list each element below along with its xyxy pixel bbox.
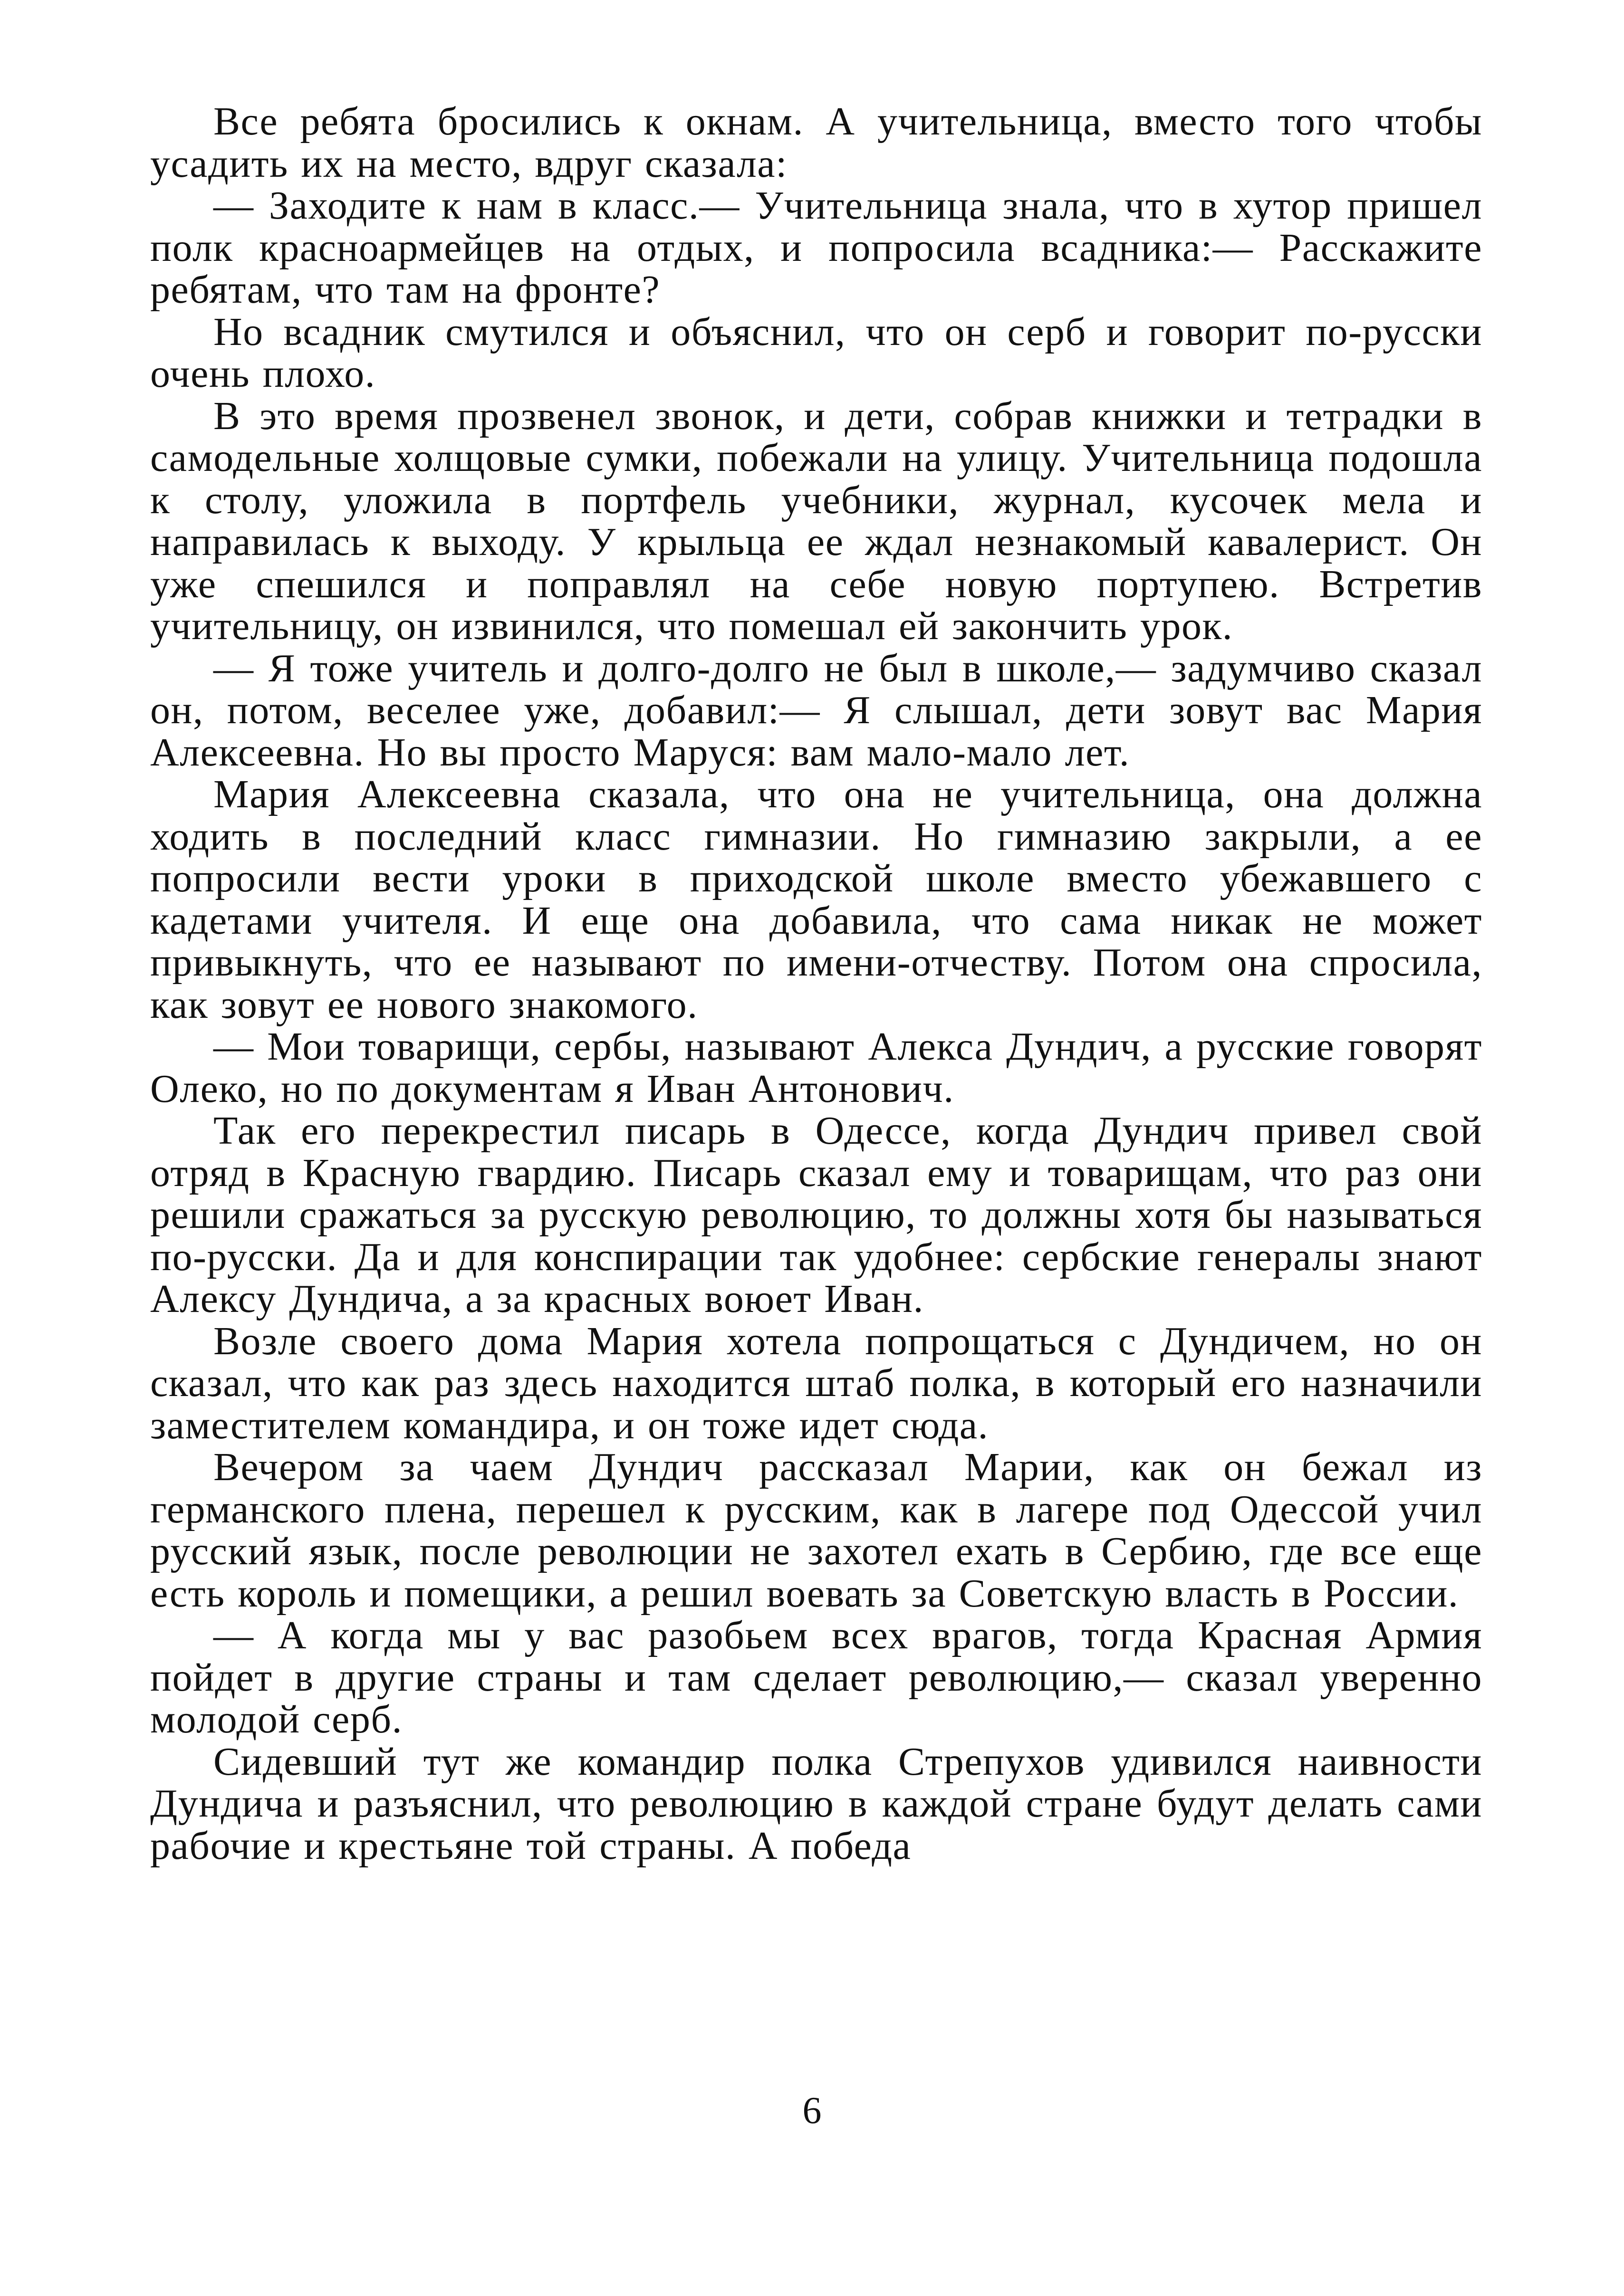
paragraph: — Мои товарищи, сербы, называют Алекса Дундич, а русские говорят Олеко, но по документам я Иван Антонович. (150, 1024, 1482, 1111)
page-number: 6 (802, 2090, 822, 2132)
paragraph: Вечером за чаем Дундич рассказал Марии, как он бежал из германского плена, перешел к русским, как в лагере под Одессой учил русский язык, после революции не захотел ехать в Сербию, где все еще есть король и помещики, а решил воевать за Советскую власть в России. (150, 1445, 1482, 1616)
paragraph: Но всадник смутился и объяснил, что он серб и говорит по-русски очень плохо. (150, 309, 1482, 396)
paragraph: — Я тоже учитель и долго-долго не был в школе,— задумчиво сказал он, потом, веселее уже, добавил:— Я слышал, дети зовут вас Мария Алексеевна. Но вы просто Маруся: вам мало-мало лет. (150, 646, 1482, 775)
paragraph: Мария Алексеевна сказала, что она не учительница, она должна ходить в последний класс гимназии. Но гимназию закрыли, а ее попросили вести уроки в приходской школе вместо убежавшего с кадетами учителя. И еще она добавила, что сама никак не может привыкнуть, что ее называют по имени-отчеству. Потом она спросила, как зовут ее нового знакомого. (150, 772, 1482, 1027)
paragraph: — Заходите к нам в класс.— Учительница знала, что в хутор пришел полк красноармейцев на отдых, и попросила всадника:— Расскажите ребятам, что там на фронте? (150, 183, 1482, 312)
paragraph: Сидевший тут же командир полка Стрепухов удивился наивности Дундича и разъяснил, что революцию в каждой стране будут делать сами рабочие и крестьяне той страны. А победа (150, 1739, 1482, 1868)
body-text (150, 101, 1482, 1867)
paragraph: Возле своего дома Мария хотела попрощаться с Дундичем, но он сказал, что как раз здесь находится штаб полка, в который его назначили заместителем командира, и он тоже идет сюда. (150, 1319, 1482, 1447)
paragraph: — А когда мы у вас разобьем всех врагов, тогда Красная Армия пойдет в другие страны и там сделает революцию,— сказал уверенно молодой серб. (150, 1613, 1482, 1741)
paragraph: Все ребята бросились к окнам. А учительница, вместо того чтобы усадить их на место, вдруг сказала: (150, 99, 1482, 186)
paragraph: В это время прозвенел звонок, и дети, собрав книжки и тетрадки в самодельные холщовые сумки, побежали на улицу. Учительница подошла к столу, уложила в портфель учебники, журнал, кусочек мела и направилась к выходу. У крыльца ее ждал незнакомый кавалерист. Он уже спешился и поправлял на себе новую портупею. Встретив учительницу, он извинился, что помешал ей закончить урок. (150, 393, 1482, 648)
paragraph: Так его перекрестил писарь в Одессе, когда Дундич привел свой отряд в Красную гвардию. Писарь сказал ему и товарищам, что раз они решили сражаться за русскую революцию, то должны хотя бы называться по-русски. Да и для конспирации так удобнее: сербские генералы знают Алексу Дундича, а за красных воюет Иван. (150, 1109, 1482, 1321)
